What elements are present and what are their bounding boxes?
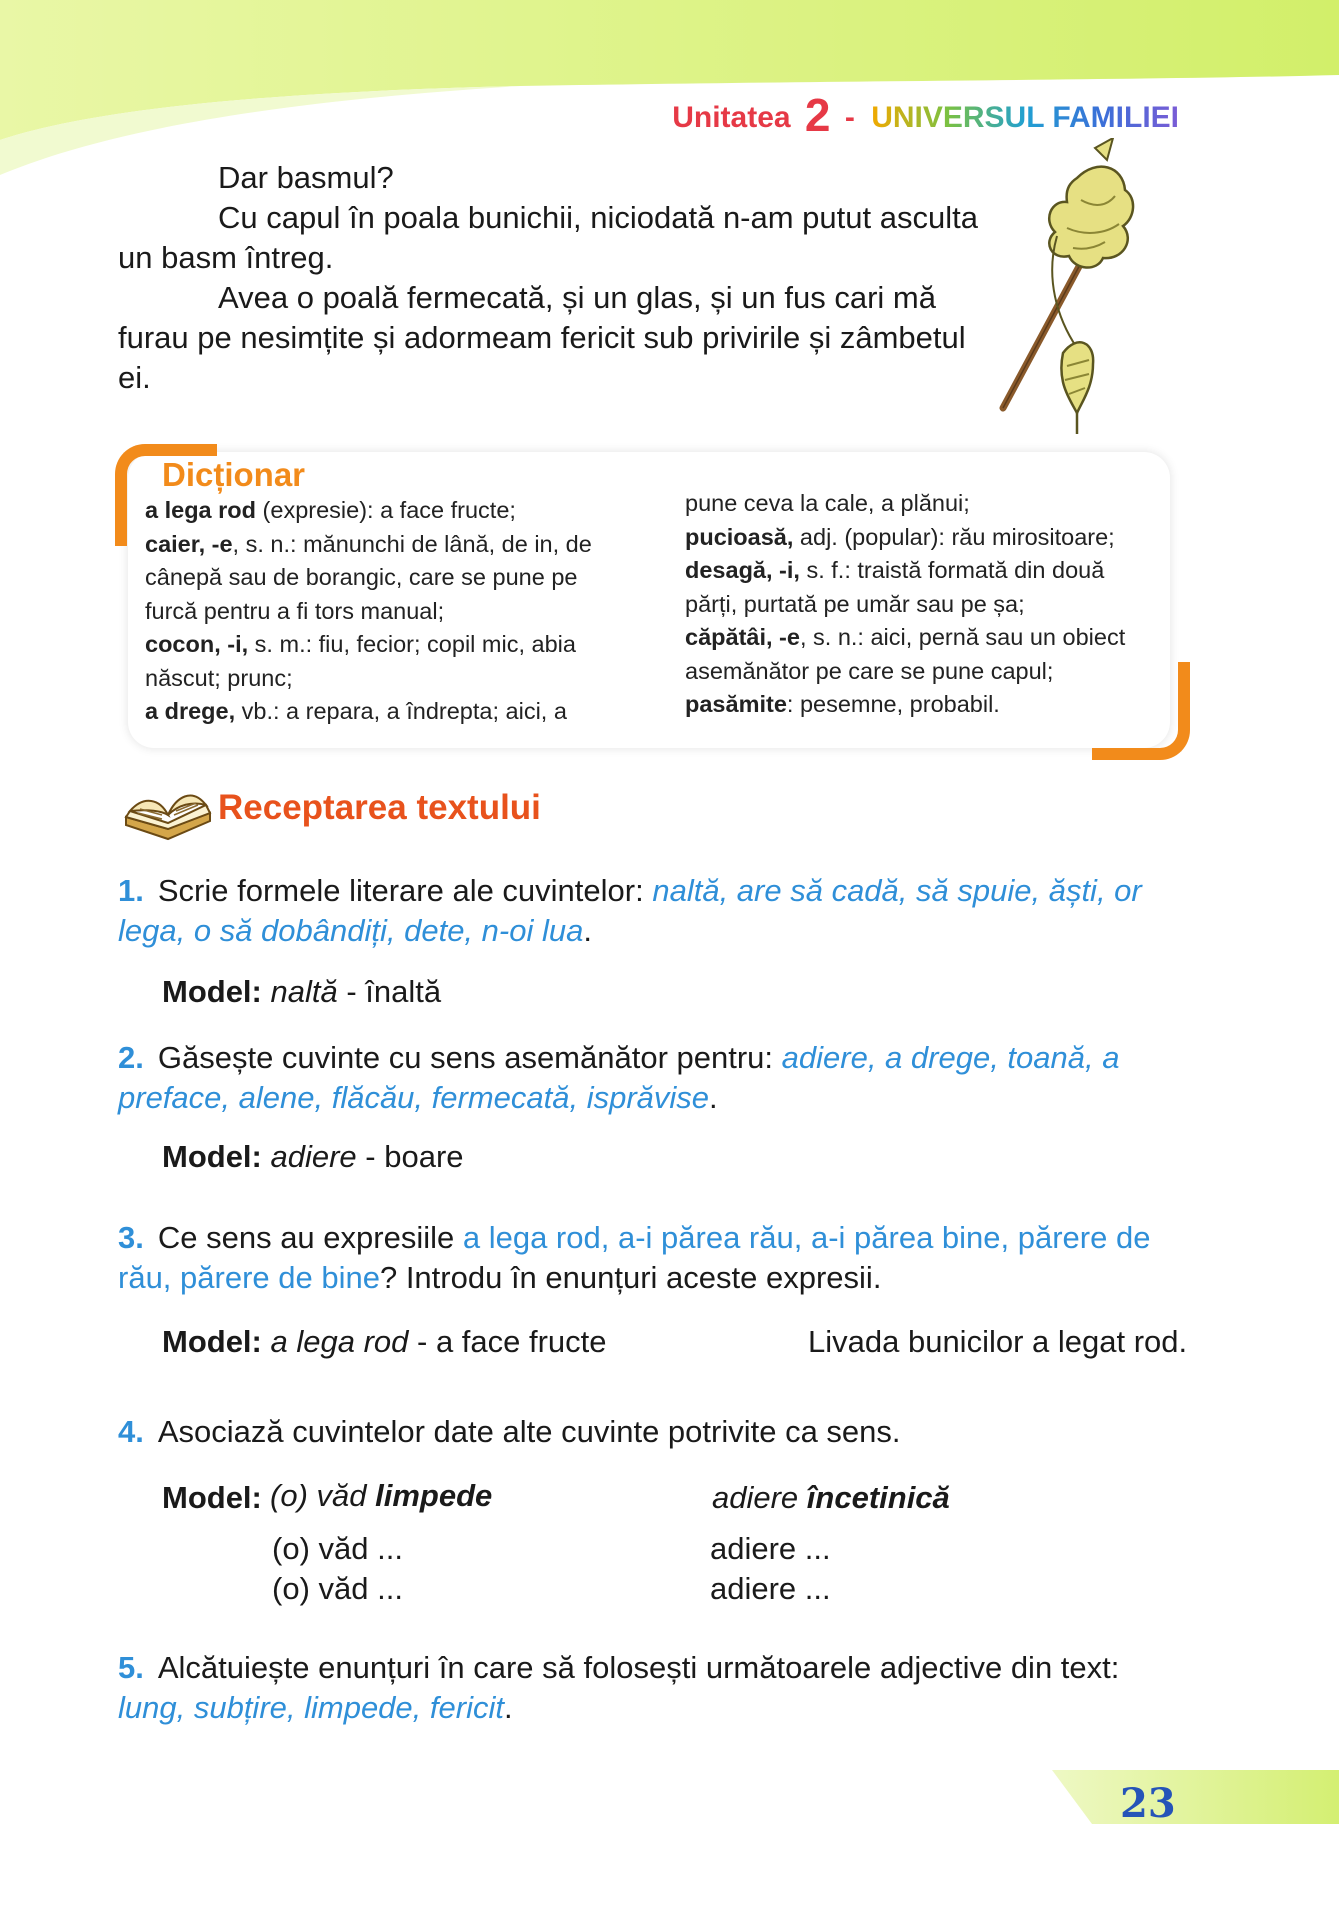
dictionary-entry: căpătâi, -e, s. n.: aici, pernă sau un obiect asemănător pe care se pune capul; [685,624,1126,684]
poem-line-2: Cu capul în poala bunichii, niciodată n-am putut asculta un basm întreg. [118,200,978,275]
unit-number: 2 [804,89,831,141]
model-4-right: adiere încetinică [712,1480,950,1515]
dictionary-entry: caier, -e, s. n.: mănunchi de lână, de in, de cânepă sau de borangic, care se pune pe furcă pentru a fi tors manual; [145,530,592,624]
exercise-1: 1. Scrie formele literare ale cuvintelor: naltă, are să cadă, să spuie, ăști, or lega, o să dobândiți, dete, n-oi lua. [118,873,1142,948]
answer-line-right-1: adiere ... [710,1531,831,1566]
model-4-label: Model: [162,1480,262,1515]
exercise-words: adiere, a drege, toană, a preface, alene, flăcău, fermecată, isprăvise [118,1040,1120,1115]
exercise-2: 2. Găsește cuvinte cu sens asemănător pentru: adiere, a drege, toană, a preface, alene, flăcău, fermecată, isprăvise. [118,1040,1120,1115]
page-number: 23 [1120,1780,1176,1827]
answer-line-left-1: (o) văd ... [272,1531,403,1566]
exercise-number: 5. [118,1650,144,1685]
dictionary-entry: pasămite: pesemne, probabil. [685,691,1000,717]
dictionary-entry: pucioasă, adj. (popular): rău mirositoare; [685,523,1115,550]
model-3: Model: a lega rod - a face fructe [162,1324,607,1359]
dictionary-entry: a lega rod (expresie): a face fructe; [145,497,516,523]
answer-line-left-2: (o) văd ... [272,1571,403,1606]
model-2: Model: adiere - boare [162,1139,464,1174]
dictionary-entry: desagă, -i, s. f.: traistă formată din două părți, purtată pe umăr sau pe șa; [685,557,1105,617]
model-3-example: Livada bunicilor a legat rod. [808,1324,1188,1359]
dictionary-entry: cocon, -i, s. m.: fiu, fecior; copil mic, abia născut; prunc; [145,631,576,691]
unit-separator: - [844,101,855,134]
exercise-words: naltă, are să cadă, să spuie, ăști, or lega, o să dobândiți, dete, n-oi lua [118,873,1142,948]
exercise-words: a lega rod, a-i părea rău, a-i părea bine, părere de rău, părere de bine [118,1220,1151,1295]
open-book-icon [122,775,214,845]
unit-label: Unitatea [672,101,791,134]
dictionary-right-column [685,487,1155,722]
poem-excerpt [118,158,978,398]
exercise-number: 4. [118,1414,144,1449]
exercise-number: 3. [118,1220,144,1255]
poem-line-1: Dar basmul? [218,160,394,195]
exercise-3: 3. Ce sens au expresiile a lega rod, a-i părea rău, a-i părea bine, părere de rău, părere de bine? Introdu în enunțuri aceste expresii. [118,1220,1151,1295]
exercise-number: 2. [118,1040,144,1075]
distaff-illustration [985,138,1140,448]
model-1: Model: naltă - înaltă [162,974,442,1009]
exercise-5: 5. Alcătuiește enunțuri în care să folosești următoarele adjective din text: lung, subțire, limpede, fericit. [118,1650,1120,1725]
dictionary-title: Dicționar [162,456,306,493]
dictionary-entry: pune ceva la cale, a plănui; [685,490,970,516]
unit-heading [672,88,1179,142]
section-title: Receptarea textului [218,788,541,827]
exercise-4: 4. Asociază cuvintelor date alte cuvinte potrivite ca sens. [118,1414,901,1449]
answer-line-right-2: adiere ... [710,1571,831,1606]
poem-line-3: Avea o poală fermecată, și un glas, și un fus cari mă furau pe nesimțite și adormeam fericit sub privirile și zâmbetul ei. [118,280,966,395]
model-4-left: (o) văd limpede [270,1478,493,1513]
unit-title: UNIVERSUL FAMILIEI [871,101,1179,134]
exercise-words: lung, subțire, limpede, fericit [118,1690,504,1725]
exercise-number: 1. [118,873,144,908]
dictionary-left-column [145,494,625,729]
dictionary-entry: a drege, vb.: a repara, a îndrepta; aici, a [145,698,567,724]
page-number-tab [1052,1770,1339,1834]
